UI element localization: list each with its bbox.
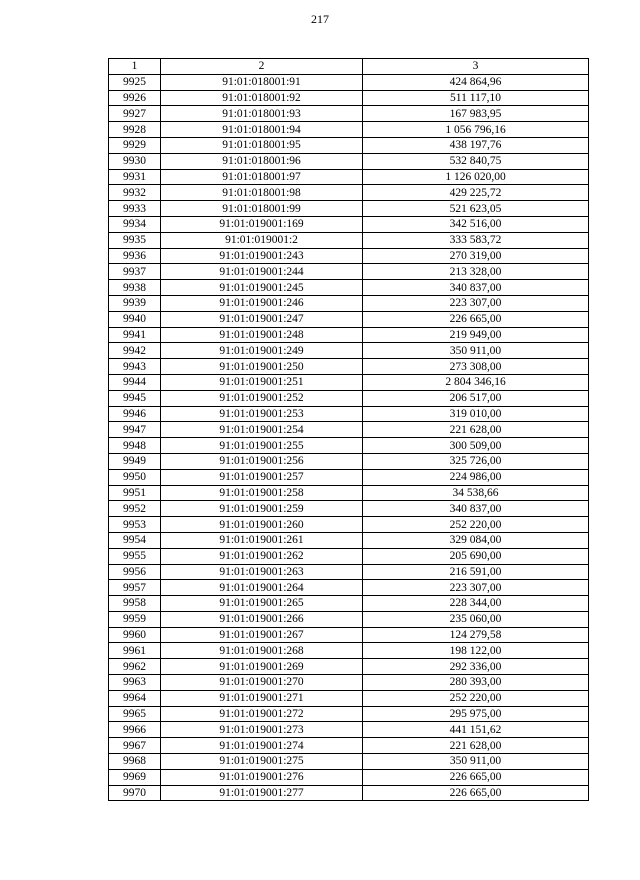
value-cell: 340 837,00 — [363, 501, 589, 517]
value-cell: 1 126 020,00 — [363, 169, 589, 185]
row-number-cell: 9960 — [109, 627, 161, 643]
value-cell: 223 307,00 — [363, 580, 589, 596]
row-number-cell: 9954 — [109, 532, 161, 548]
table-row — [109, 469, 589, 485]
row-number-cell: 9962 — [109, 659, 161, 675]
table-row — [109, 564, 589, 580]
row-number-cell: 9947 — [109, 422, 161, 438]
value-cell: 226 665,00 — [363, 785, 589, 801]
cadastral-number-cell: 91:01:018001:99 — [161, 201, 363, 217]
value-cell: 252 220,00 — [363, 690, 589, 706]
value-cell: 252 220,00 — [363, 517, 589, 533]
row-number-cell: 9941 — [109, 327, 161, 343]
table-row — [109, 248, 589, 264]
table-row — [109, 690, 589, 706]
cadastral-number-cell: 91:01:019001:268 — [161, 643, 363, 659]
row-number-cell: 9932 — [109, 185, 161, 201]
row-number-cell: 9970 — [109, 785, 161, 801]
table-row — [109, 580, 589, 596]
value-cell: 216 591,00 — [363, 564, 589, 580]
table-row — [109, 216, 589, 232]
value-cell: 273 308,00 — [363, 359, 589, 375]
value-cell: 329 084,00 — [363, 532, 589, 548]
value-cell: 441 151,62 — [363, 722, 589, 738]
value-cell: 295 975,00 — [363, 706, 589, 722]
cadastral-number-cell: 91:01:019001:2 — [161, 232, 363, 248]
column-header: 3 — [363, 59, 589, 75]
cadastral-number-cell: 91:01:019001:274 — [161, 738, 363, 754]
row-number-cell: 9959 — [109, 611, 161, 627]
table-row — [109, 722, 589, 738]
cadastral-number-cell: 91:01:019001:253 — [161, 406, 363, 422]
table-header-row — [109, 59, 589, 75]
cadastral-number-cell: 91:01:019001:260 — [161, 517, 363, 533]
table-body — [109, 74, 589, 801]
value-cell: 350 911,00 — [363, 343, 589, 359]
cadastral-number-cell: 91:01:019001:264 — [161, 580, 363, 596]
column-header: 1 — [109, 59, 161, 75]
cadastral-number-cell: 91:01:019001:276 — [161, 769, 363, 785]
value-cell: 235 060,00 — [363, 611, 589, 627]
value-cell: 511 117,10 — [363, 90, 589, 106]
row-number-cell: 9946 — [109, 406, 161, 422]
value-cell: 270 319,00 — [363, 248, 589, 264]
cadastral-number-cell: 91:01:019001:263 — [161, 564, 363, 580]
value-cell: 292 336,00 — [363, 659, 589, 675]
row-number-cell: 9961 — [109, 643, 161, 659]
row-number-cell: 9953 — [109, 517, 161, 533]
table-row — [109, 327, 589, 343]
row-number-cell: 9939 — [109, 295, 161, 311]
table-row — [109, 295, 589, 311]
value-cell: 2 804 346,16 — [363, 374, 589, 390]
cadastral-number-cell: 91:01:019001:258 — [161, 485, 363, 501]
table-row — [109, 517, 589, 533]
cadastral-number-cell: 91:01:019001:245 — [161, 280, 363, 296]
cadastral-number-cell: 91:01:019001:250 — [161, 359, 363, 375]
cadastral-number-cell: 91:01:018001:96 — [161, 153, 363, 169]
row-number-cell: 9951 — [109, 485, 161, 501]
page-number: 217 — [311, 12, 329, 26]
table-row — [109, 359, 589, 375]
row-number-cell: 9938 — [109, 280, 161, 296]
cadastral-number-cell: 91:01:019001:267 — [161, 627, 363, 643]
table-row — [109, 627, 589, 643]
table-row — [109, 122, 589, 138]
table-row — [109, 343, 589, 359]
cadastral-number-cell: 91:01:018001:97 — [161, 169, 363, 185]
cadastral-number-cell: 91:01:018001:92 — [161, 90, 363, 106]
row-number-cell: 9963 — [109, 675, 161, 691]
value-cell: 224 986,00 — [363, 469, 589, 485]
cadastral-number-cell: 91:01:019001:275 — [161, 754, 363, 770]
table-row — [109, 74, 589, 90]
row-number-cell: 9967 — [109, 738, 161, 754]
table-row — [109, 675, 589, 691]
cadastral-number-cell: 91:01:019001:254 — [161, 422, 363, 438]
row-number-cell: 9929 — [109, 137, 161, 153]
table-row — [109, 659, 589, 675]
table-row — [109, 185, 589, 201]
table-row — [109, 738, 589, 754]
row-number-cell: 9934 — [109, 216, 161, 232]
value-cell: 1 056 796,16 — [363, 122, 589, 138]
table-row — [109, 406, 589, 422]
row-number-cell: 9926 — [109, 90, 161, 106]
table-row — [109, 153, 589, 169]
cadastral-number-cell: 91:01:019001:244 — [161, 264, 363, 280]
table-row — [109, 106, 589, 122]
value-cell: 226 665,00 — [363, 769, 589, 785]
cadastral-number-cell: 91:01:018001:94 — [161, 122, 363, 138]
value-cell: 205 690,00 — [363, 548, 589, 564]
value-cell: 300 509,00 — [363, 438, 589, 454]
table-row — [109, 438, 589, 454]
value-cell: 333 583,72 — [363, 232, 589, 248]
value-cell: 521 623,05 — [363, 201, 589, 217]
row-number-cell: 9964 — [109, 690, 161, 706]
cadastral-number-cell: 91:01:019001:272 — [161, 706, 363, 722]
table-row — [109, 390, 589, 406]
row-number-cell: 9969 — [109, 769, 161, 785]
cadastral-number-cell: 91:01:018001:98 — [161, 185, 363, 201]
data-table — [108, 58, 589, 801]
value-cell: 213 328,00 — [363, 264, 589, 280]
row-number-cell: 9930 — [109, 153, 161, 169]
value-cell: 221 628,00 — [363, 422, 589, 438]
value-cell: 167 983,95 — [363, 106, 589, 122]
cadastral-number-cell: 91:01:019001:169 — [161, 216, 363, 232]
table-row — [109, 769, 589, 785]
row-number-cell: 9937 — [109, 264, 161, 280]
table-row — [109, 264, 589, 280]
row-number-cell: 9945 — [109, 390, 161, 406]
row-number-cell: 9925 — [109, 74, 161, 90]
row-number-cell: 9956 — [109, 564, 161, 580]
value-cell: 219 949,00 — [363, 327, 589, 343]
table-row — [109, 501, 589, 517]
cadastral-number-cell: 91:01:019001:269 — [161, 659, 363, 675]
cadastral-number-cell: 91:01:019001:273 — [161, 722, 363, 738]
row-number-cell: 9927 — [109, 106, 161, 122]
cadastral-number-cell: 91:01:018001:95 — [161, 137, 363, 153]
value-cell: 280 393,00 — [363, 675, 589, 691]
cadastral-number-cell: 91:01:019001:256 — [161, 453, 363, 469]
cadastral-number-cell: 91:01:019001:265 — [161, 596, 363, 612]
table-row — [109, 596, 589, 612]
value-cell: 350 911,00 — [363, 754, 589, 770]
table-row — [109, 90, 589, 106]
table-row — [109, 311, 589, 327]
row-number-cell: 9944 — [109, 374, 161, 390]
column-header: 2 — [161, 59, 363, 75]
table-row — [109, 201, 589, 217]
row-number-cell: 9955 — [109, 548, 161, 564]
row-number-cell: 9931 — [109, 169, 161, 185]
value-cell: 424 864,96 — [363, 74, 589, 90]
table-row — [109, 137, 589, 153]
cadastral-number-cell: 91:01:019001:261 — [161, 532, 363, 548]
table-row — [109, 374, 589, 390]
table-row — [109, 548, 589, 564]
value-cell: 34 538,66 — [363, 485, 589, 501]
value-cell: 319 010,00 — [363, 406, 589, 422]
row-number-cell: 9966 — [109, 722, 161, 738]
table-row — [109, 706, 589, 722]
cadastral-number-cell: 91:01:019001:252 — [161, 390, 363, 406]
value-cell: 226 665,00 — [363, 311, 589, 327]
value-cell: 221 628,00 — [363, 738, 589, 754]
value-cell: 438 197,76 — [363, 137, 589, 153]
cadastral-number-cell: 91:01:019001:248 — [161, 327, 363, 343]
row-number-cell: 9968 — [109, 754, 161, 770]
table-row — [109, 532, 589, 548]
cadastral-number-cell: 91:01:019001:243 — [161, 248, 363, 264]
cadastral-number-cell: 91:01:019001:251 — [161, 374, 363, 390]
table-row — [109, 643, 589, 659]
table-row — [109, 422, 589, 438]
cadastral-number-cell: 91:01:019001:257 — [161, 469, 363, 485]
row-number-cell: 9936 — [109, 248, 161, 264]
cadastral-number-cell: 91:01:019001:255 — [161, 438, 363, 454]
value-cell: 340 837,00 — [363, 280, 589, 296]
row-number-cell: 9949 — [109, 453, 161, 469]
cadastral-number-cell: 91:01:018001:91 — [161, 74, 363, 90]
row-number-cell: 9935 — [109, 232, 161, 248]
cadastral-number-cell: 91:01:019001:262 — [161, 548, 363, 564]
table-row — [109, 485, 589, 501]
value-cell: 124 279,58 — [363, 627, 589, 643]
value-cell: 206 517,00 — [363, 390, 589, 406]
value-cell: 532 840,75 — [363, 153, 589, 169]
cadastral-number-cell: 91:01:019001:249 — [161, 343, 363, 359]
row-number-cell: 9933 — [109, 201, 161, 217]
cadastral-number-cell: 91:01:019001:277 — [161, 785, 363, 801]
value-cell: 325 726,00 — [363, 453, 589, 469]
cadastral-number-cell: 91:01:018001:93 — [161, 106, 363, 122]
row-number-cell: 9942 — [109, 343, 161, 359]
row-number-cell: 9952 — [109, 501, 161, 517]
value-cell: 228 344,00 — [363, 596, 589, 612]
value-cell: 223 307,00 — [363, 295, 589, 311]
value-cell: 198 122,00 — [363, 643, 589, 659]
table-row — [109, 785, 589, 801]
table-row — [109, 754, 589, 770]
table-row — [109, 453, 589, 469]
row-number-cell: 9957 — [109, 580, 161, 596]
row-number-cell: 9940 — [109, 311, 161, 327]
table-row — [109, 232, 589, 248]
table-row — [109, 280, 589, 296]
row-number-cell: 9943 — [109, 359, 161, 375]
cadastral-number-cell: 91:01:019001:246 — [161, 295, 363, 311]
cadastral-number-cell: 91:01:019001:270 — [161, 675, 363, 691]
value-cell: 342 516,00 — [363, 216, 589, 232]
table-row — [109, 169, 589, 185]
row-number-cell: 9965 — [109, 706, 161, 722]
row-number-cell: 9948 — [109, 438, 161, 454]
cadastral-number-cell: 91:01:019001:247 — [161, 311, 363, 327]
cadastral-number-cell: 91:01:019001:271 — [161, 690, 363, 706]
cadastral-number-cell: 91:01:019001:259 — [161, 501, 363, 517]
row-number-cell: 9958 — [109, 596, 161, 612]
table-row — [109, 611, 589, 627]
row-number-cell: 9928 — [109, 122, 161, 138]
value-cell: 429 225,72 — [363, 185, 589, 201]
row-number-cell: 9950 — [109, 469, 161, 485]
cadastral-number-cell: 91:01:019001:266 — [161, 611, 363, 627]
